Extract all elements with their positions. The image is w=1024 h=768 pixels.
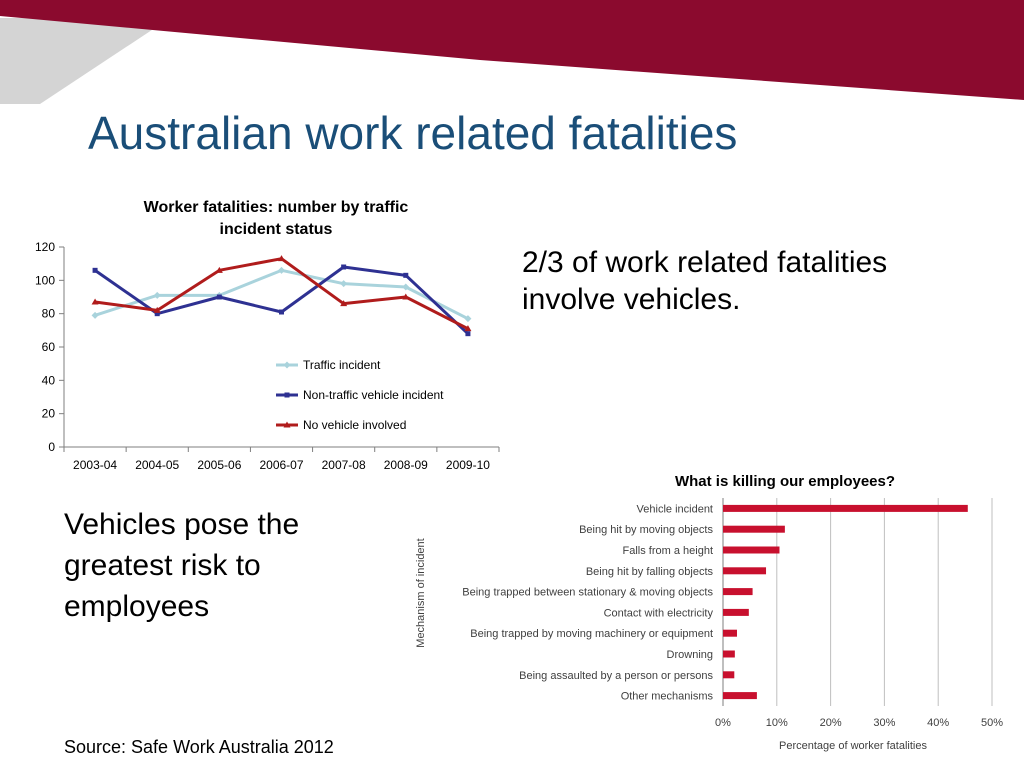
line-chart-x-tick-label: 2004-05 — [135, 458, 180, 472]
bar-chart-x-tick-label: 10% — [765, 717, 788, 729]
point-non-traffic-vehicle-incident — [217, 295, 222, 300]
bar-falls-from-a-height — [723, 547, 779, 554]
bar-chart-category-label: Other mechanisms — [620, 690, 713, 703]
line-chart-y-tick-label: 20 — [41, 406, 55, 421]
line-chart-fatalities — [20, 186, 510, 476]
bar-chart-x-tick-label: 40% — [927, 717, 950, 729]
bar-chart-x-tick-label: 30% — [873, 717, 896, 729]
legend-item-traffic-incident — [276, 358, 381, 372]
point-non-traffic-vehicle-incident — [93, 268, 98, 273]
bar-chart-ylabel: Mechanism of incident — [415, 538, 427, 648]
bar-being-hit-by-falling-objects — [723, 567, 766, 574]
bar-contact-with-electricity — [723, 609, 749, 616]
line-chart-y-tick-label: 40 — [41, 373, 55, 388]
line-chart-x-tick-label: 2006-07 — [259, 458, 304, 472]
point-non-traffic-vehicle-incident — [403, 273, 408, 278]
line-chart-x-tick-label: 2008-09 — [383, 458, 428, 472]
line-series-no-vehicle-involved — [92, 255, 472, 331]
line-chart-title-line-2: incident status — [219, 221, 333, 238]
bar-chart-category-label: Being assaulted by a person or persons — [519, 669, 713, 682]
bar-being-trapped-by-moving-machinery-or-equipment — [723, 630, 737, 637]
point-non-traffic-vehicle-incident — [465, 331, 470, 336]
bar-chart-category-label: Being hit by moving objects — [579, 524, 713, 537]
bar-being-trapped-between-stationary-moving-objects — [723, 588, 753, 595]
legend-item-no-vehicle-involved — [276, 418, 406, 432]
line-chart-y-tick-label: 120 — [34, 240, 55, 254]
bar-being-assaulted-by-a-person-or-persons — [723, 671, 734, 678]
point-non-traffic-vehicle-incident — [341, 265, 346, 270]
point-traffic-incident — [340, 280, 347, 287]
legend-marker-traffic-incident — [284, 362, 291, 369]
banner-grey-swoosh — [0, 18, 170, 104]
line-chart-y-tick-label: 0 — [48, 440, 55, 454]
legend-marker-non-traffic-vehicle-incident — [285, 393, 290, 398]
bar-chart-category-label: Falls from a height — [622, 545, 713, 557]
legend-label-traffic-incident: Traffic incident — [303, 358, 381, 372]
bar-chart-x-tick-label: 50% — [980, 717, 1004, 729]
bar-chart-category-label: Vehicle incident — [636, 503, 713, 516]
bar-chart-x-tick-label: 20% — [819, 717, 842, 729]
callout-greatest-risk: Vehicles pose the greatest risk to employees — [64, 508, 300, 623]
bar-chart-category-label: Contact with electricity — [603, 607, 713, 620]
bar-chart-title: What is killing our employees? — [674, 473, 896, 490]
legend-item-non-traffic-vehicle-incident — [276, 388, 444, 402]
bar-being-hit-by-moving-objects — [723, 526, 785, 533]
bar-vehicle-incident — [723, 505, 968, 512]
line-chart-y-tick-label: 100 — [34, 273, 55, 288]
callout-vehicle-share: 2/3 of work related fatalities involve vehicles. — [522, 246, 888, 316]
bar-chart-mechanisms — [405, 465, 1015, 765]
point-non-traffic-vehicle-incident — [279, 310, 284, 315]
bar-drowning — [723, 651, 735, 658]
point-traffic-incident — [92, 312, 99, 319]
bar-other-mechanisms — [723, 692, 757, 699]
bar-chart-category-label: Being trapped by moving machinery or equipment — [470, 628, 713, 641]
bar-chart-x-tick-label: 0% — [715, 717, 731, 729]
line-chart-x-tick-label: 2003-04 — [73, 458, 118, 472]
line-chart-title-line-1: Worker fatalities: number by traffic — [143, 199, 409, 216]
line-chart-x-tick-label: 2009-10 — [445, 458, 490, 472]
banner-red-band — [0, 0, 1024, 100]
bar-chart-category-label: Drowning — [666, 649, 713, 661]
page-title: Australian work related fatalities — [88, 107, 738, 159]
point-traffic-incident — [154, 292, 161, 299]
header-banner — [0, 0, 1024, 110]
bar-chart-category-label: Being trapped between stationary & moving objects — [462, 586, 713, 599]
source-note: Source: Safe Work Australia 2012 — [64, 737, 334, 757]
legend-label-no-vehicle-involved: No vehicle involved — [303, 418, 407, 432]
line-chart-x-tick-label: 2005-06 — [197, 458, 242, 472]
bar-chart-category-label: Being hit by falling objects — [585, 565, 713, 578]
line-chart-y-tick-label: 80 — [41, 306, 55, 321]
bar-chart-xlabel: Percentage of worker fatalities — [779, 740, 927, 752]
legend-label-non-traffic-vehicle-incident: Non-traffic vehicle incident — [303, 388, 444, 402]
line-chart-x-tick-label: 2007-08 — [321, 458, 366, 472]
line-chart-y-tick-label: 60 — [41, 340, 55, 354]
